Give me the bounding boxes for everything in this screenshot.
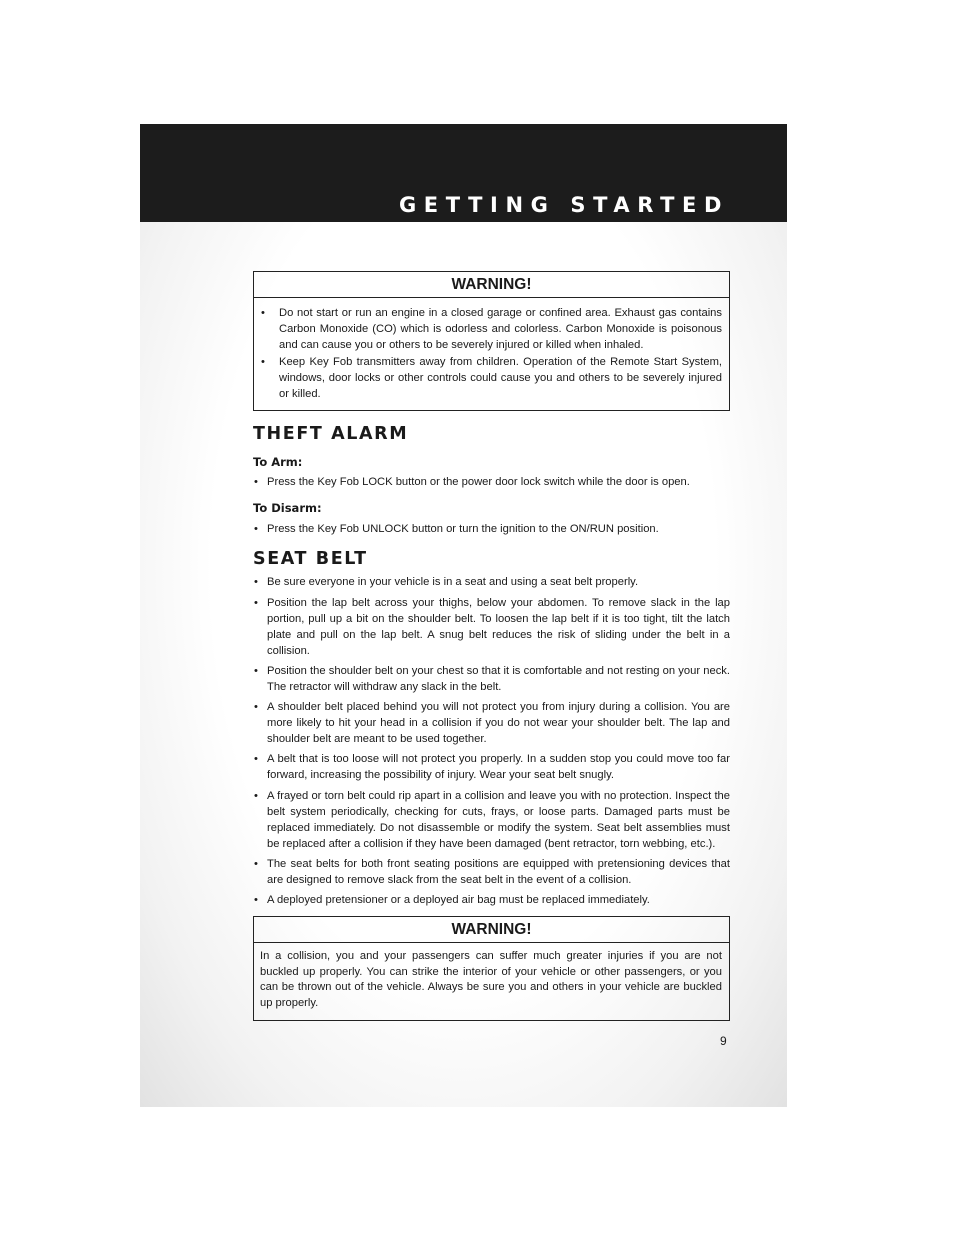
warning-title: WARNING! [254,272,729,298]
theft-alarm-heading: THEFT ALARM [253,424,409,445]
section-title: GETTING STARTED [398,193,729,217]
list-item: • Position the lap belt across your thighs, below your abdomen. To remove slack in the lap portion, pull up a bit on the shoulder belt. To loosen the lap belt if it is too tight, tilt the latch plate and pull on the lap belt. A snug belt reduces the risk of sliding under the belt in a collision. [253,595,730,659]
warning-title: WARNING! [254,917,729,943]
to-disarm-heading: To Disarm: [253,501,322,516]
warning-box-seat-belt [253,916,730,1020]
list-item: • A belt that is too loose will not protect you properly. In a sudden stop you could move too far forward, increasing the possibility of injury. Wear your seat belt snugly. [253,751,730,783]
header-band [140,124,787,222]
warning-body [254,298,729,410]
warning-item: • Keep Key Fob transmitters away from children. Operation of the Remote Start System, windows, door locks or other controls could cause you and others to be severely injured or killed. [260,354,722,403]
list-item: • Position the shoulder belt on your chest so that it is comfortable and not resting on your neck. The retractor will withdraw any slack in the belt. [253,663,730,695]
list-item: • A deployed pretensioner or a deployed air bag must be replaced immediately. [253,892,730,908]
seat-belt-heading: SEAT BELT [253,549,368,570]
list-item: • Press the Key Fob LOCK button or the power door lock switch while the door is open. [253,474,730,490]
disarm-list [253,521,730,537]
list-item: • Press the Key Fob UNLOCK button or turn the ignition to the ON/RUN position. [253,521,730,537]
manual-page [140,124,787,1107]
list-item: • Be sure everyone in your vehicle is in a seat and using a seat belt properly. [253,574,730,590]
warning-box-engine [253,271,730,411]
warning-item: • Do not start or run an engine in a closed garage or confined area. Exhaust gas contains Carbon Monoxide (CO) which is odorless and colorless. Carbon Monoxide is poisonous and can cause you or others to be severely injured or killed when inhaled. [260,305,722,354]
page-number: 9 [720,1034,727,1048]
list-item: • The seat belts for both front seating positions are equipped with pretensioning devices that are designed to remove slack from the seat belt in the event of a collision. [253,856,730,888]
list-item: • A shoulder belt placed behind you will not protect you from injury during a collision. You are more likely to hit your head in a collision if you do not wear your shoulder belt. The lap and shoulder belt are meant to be used together. [253,699,730,747]
page-content [253,271,730,1021]
list-item: • A frayed or torn belt could rip apart in a collision and leave you with no protection. Inspect the belt system periodically, checking for cuts, frays, or loose parts. Damaged parts must be replaced immediately. Do not disassemble or modify the system. Seat belt assemblies must be replaced after a collision if they have been damaged (bent retractor, torn webbing, etc.). [253,788,730,852]
seat-belt-list [253,574,730,908]
to-arm-heading: To Arm: [253,455,303,470]
warning-text: In a collision, you and your passengers can suffer much greater injuries if you are not buckled up properly. You can strike the interior of your vehicle or other passengers, or you can be thrown out of the vehicle. Always be sure you and others in your vehicle are buckled up properly. [260,950,722,1009]
arm-list [253,474,730,490]
